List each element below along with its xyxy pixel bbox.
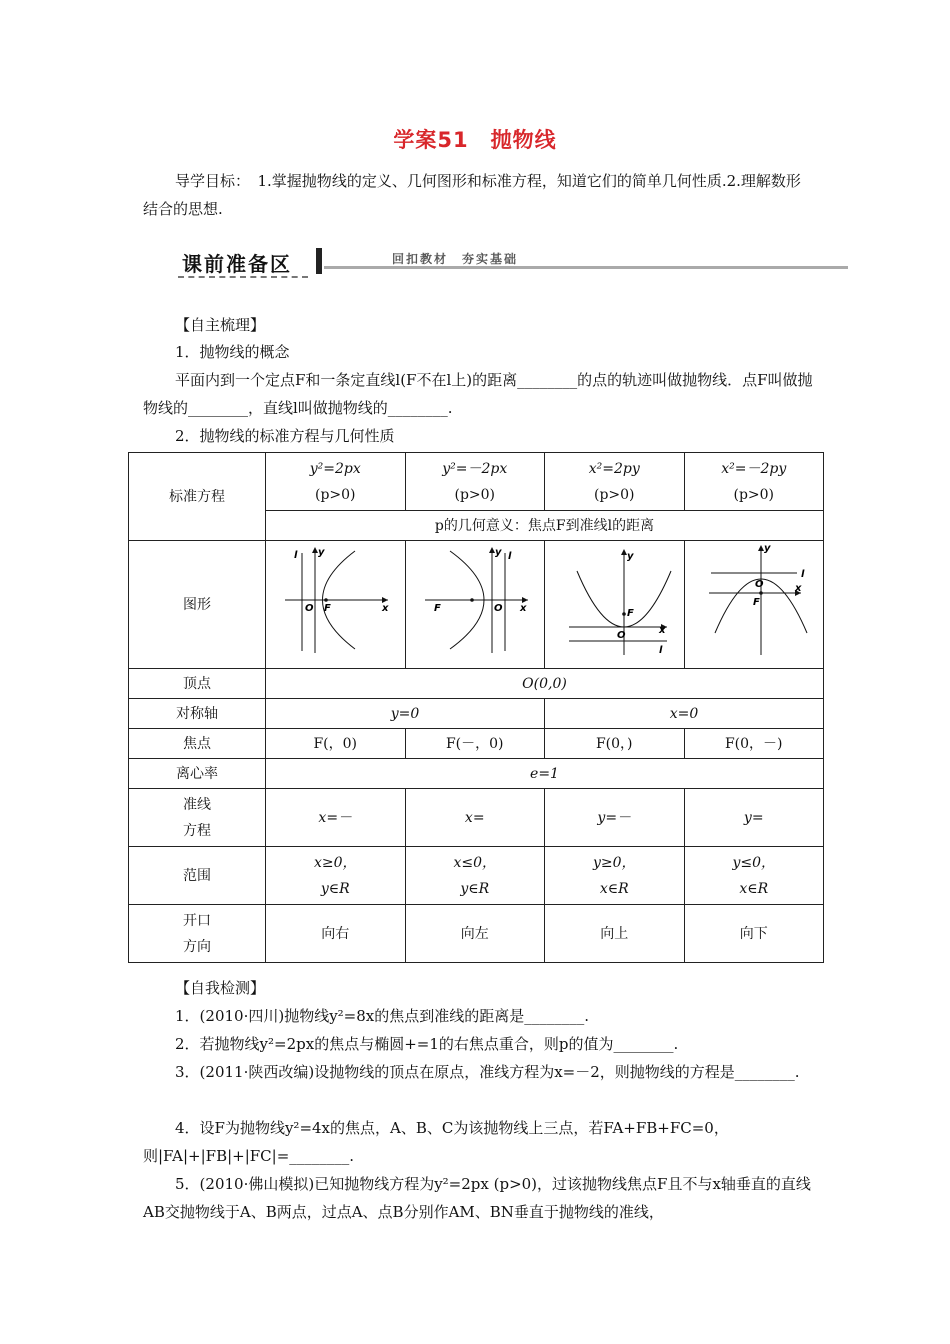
directrix-value: y=－ <box>545 789 685 847</box>
fig-y-label: y <box>318 547 325 558</box>
eq-down: x²=－2py <box>721 460 787 477</box>
eq-up: x²=2py <box>588 460 640 477</box>
fig-x-label: x <box>794 583 802 594</box>
focus-value: F(，0) <box>266 729 406 759</box>
fig-f-label: F <box>433 603 441 614</box>
range-line: x≥0， <box>313 854 357 871</box>
range-line: y≤0， <box>732 854 776 871</box>
fig-o-label: O <box>305 603 314 614</box>
range-cell <box>545 847 685 905</box>
figure-cell <box>684 541 824 669</box>
question-5: 5．(2010·佛山模拟)已知抛物线方程为y²=2px (p>0)，过该抛物线焦点F且不与x轴垂直的直线AB交抛物线于A、B两点，过点A、点B分别作AM、BN垂直于抛物线的准线， <box>143 1175 811 1221</box>
range-cell <box>266 847 406 905</box>
label-opening <box>129 905 266 963</box>
fig-f-label: F <box>324 603 332 614</box>
fig-x-label: x <box>659 625 666 636</box>
label-eccentricity: 离心率 <box>129 759 266 789</box>
parabola-right-figure <box>270 541 400 659</box>
eccentricity-value: e=1 <box>266 759 824 789</box>
fig-l-label: l <box>294 550 298 561</box>
item-1-text: 平面内到一个定点F和一条定直线l(F不在l上)的距离________的点的轨迹叫做抛物线．点F叫做抛物线的________，直线l叫做抛物线的________. <box>143 371 813 417</box>
fig-y-label: y <box>494 547 502 558</box>
opening-value: 向上 <box>545 905 685 963</box>
range-line: y≥0， <box>592 854 636 871</box>
question-4: 4．设F为抛物线y²=4x的焦点，A、B、C为该抛物线上三点，若FA+FB+FC=0，则|FA|+|FB|+|FC|=________. <box>143 1119 729 1165</box>
banner-bar <box>316 248 322 274</box>
fig-f-label: F <box>627 608 635 619</box>
figure-cell <box>405 541 545 669</box>
eq-left: y²=－2px <box>442 460 508 477</box>
label-directrix <box>129 789 266 847</box>
fig-o-label: O <box>754 579 764 590</box>
fig-o-label: O <box>493 603 503 614</box>
label-focus: 焦点 <box>129 729 266 759</box>
fig-y-label: y <box>627 551 634 562</box>
p-cond: (p>0) <box>454 486 496 503</box>
properties-table <box>128 452 824 963</box>
banner-title: 课前准备区 <box>182 252 292 276</box>
p-cond: (p>0) <box>733 486 775 503</box>
parabola-down-figure <box>689 541 819 659</box>
focus-value: F(－，0) <box>405 729 545 759</box>
fig-x-label: x <box>382 603 389 614</box>
banner-underline <box>178 276 308 279</box>
eq-cell <box>684 453 824 511</box>
opening-value: 向右 <box>266 905 406 963</box>
eq-cell <box>545 453 685 511</box>
opening-value: 向左 <box>405 905 545 963</box>
banner-subtitle: 回扣教材 夯实基础 <box>392 252 519 266</box>
eq-right: y²=2px <box>309 460 361 477</box>
axis-value-horizontal: y=0 <box>266 699 545 729</box>
fig-l-label: l <box>800 569 805 580</box>
focus-value: F(0，－) <box>684 729 824 759</box>
range-line: x≤0， <box>453 854 497 871</box>
label-directrix-line2: 方程 <box>183 822 211 839</box>
item-2-heading: 2．抛物线的标准方程与几何性质 <box>175 427 395 445</box>
item-1-heading: 1．抛物线的概念 <box>175 343 290 361</box>
p-meaning: p的几何意义：焦点F到准线l的距离 <box>266 511 824 541</box>
directrix-value: x=－ <box>266 789 406 847</box>
label-range: 范围 <box>129 847 266 905</box>
range-line: y∈R <box>320 880 350 897</box>
eq-cell <box>405 453 545 511</box>
range-cell <box>684 847 824 905</box>
fig-x-label: x <box>519 603 527 614</box>
question-2: 2．若抛物线y²=2px的焦点与椭圆+=1的右焦点重合，则p的值为________. <box>175 1035 679 1053</box>
vertex-value: O(0,0) <box>266 669 824 699</box>
range-line: x∈R <box>739 880 769 897</box>
fig-o-label: O <box>617 630 626 641</box>
section-heading-review: 【自主梳理】 <box>175 316 266 334</box>
page-title: 学案51 抛物线 <box>393 128 557 152</box>
label-directrix-line1: 准线 <box>183 796 211 813</box>
directrix-value: x= <box>405 789 545 847</box>
range-line: x∈R <box>599 880 629 897</box>
parabola-up-figure <box>549 541 679 659</box>
fig-y-label: y <box>763 543 771 554</box>
range-line: y∈R <box>460 880 490 897</box>
opening-value: 向下 <box>684 905 824 963</box>
label-opening-line1: 开口 <box>183 912 211 929</box>
objectives: 导学目标： 1.掌握抛物线的定义、几何图形和标准方程，知道它们的简单几何性质.2.理解数形结合的思想. <box>143 172 801 218</box>
fig-l-label: l <box>659 645 663 656</box>
section-heading-selftest: 【自我检测】 <box>175 979 266 997</box>
fig-f-label: F <box>752 597 760 608</box>
figure-cell <box>545 541 685 669</box>
parabola-left-figure <box>410 541 540 659</box>
focus-value: F(0，) <box>545 729 685 759</box>
eq-cell <box>266 453 406 511</box>
directrix-value: y= <box>684 789 824 847</box>
label-opening-line2: 方向 <box>183 938 211 955</box>
p-cond: (p>0) <box>593 486 635 503</box>
p-cond: (p>0) <box>314 486 356 503</box>
range-cell <box>405 847 545 905</box>
label-standard-eq: 标准方程 <box>129 453 266 541</box>
question-3: 3．(2011·陕西改编)设抛物线的顶点在原点，准线方程为x=－2，则抛物线的方程是________. <box>175 1063 800 1081</box>
label-axis: 对称轴 <box>129 699 266 729</box>
figure-cell <box>266 541 406 669</box>
axis-value-vertical: x=0 <box>545 699 824 729</box>
question-1: 1．(2010·四川)抛物线y²=8x的焦点到准线的距离是________. <box>175 1007 590 1025</box>
label-vertex: 顶点 <box>129 669 266 699</box>
label-figure: 图形 <box>129 541 266 669</box>
fig-l-label: l <box>507 551 512 562</box>
